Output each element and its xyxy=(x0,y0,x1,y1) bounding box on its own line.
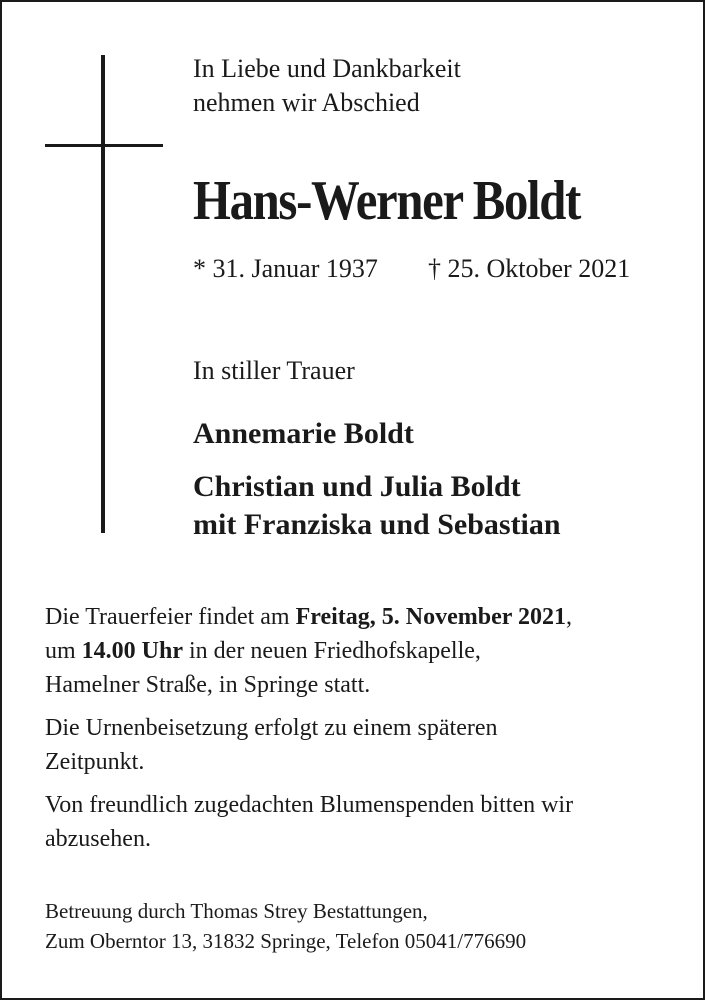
funeral-home-info xyxy=(45,896,665,956)
cross-icon-horizontal xyxy=(45,144,163,147)
intro-line-2: nehmen wir Abschied xyxy=(193,88,420,117)
ceremony-text-3: um xyxy=(45,638,82,664)
footer-line-2: Zum Oberntor 13, 31832 Springe, Telefon 05041/776690 xyxy=(45,929,527,953)
flowers-line-2: abzusehen. xyxy=(45,826,151,852)
urn-line-2: Zeitpunkt. xyxy=(45,749,145,775)
mourners-list xyxy=(193,415,561,544)
mourner-2-line-1: Christian und Julia Boldt xyxy=(193,470,521,503)
urn-line-1: Die Urnenbeisetzung erfolgt zu einem späteren xyxy=(45,715,498,741)
ceremony-text-4: in der neuen Friedhofskapelle, xyxy=(183,638,481,664)
birth-date: * 31. Januar 1937 xyxy=(193,254,378,283)
death-date: † 25. Oktober 2021 xyxy=(428,254,631,283)
ceremony-date: Freitag, 5. November 2021 xyxy=(295,604,566,630)
footer-line-1: Betreuung durch Thomas Strey Bestattungen, xyxy=(45,899,428,923)
ceremony-text-5: Hamelner Straße, in Springe statt. xyxy=(45,672,371,698)
details-text xyxy=(45,600,665,865)
mourner-2-line-2: mit Franziska und Sebastian xyxy=(193,508,561,541)
flowers-paragraph xyxy=(45,788,665,856)
intro-text xyxy=(193,52,461,120)
deceased-name: Hans-Werner Boldt xyxy=(193,170,580,232)
mourning-heading: In stiller Trauer xyxy=(193,356,355,385)
urn-paragraph xyxy=(45,711,665,779)
mourner-1: Annemarie Boldt xyxy=(193,417,414,450)
flowers-line-1: Von freundlich zugedachten Blumenspenden bitten wir xyxy=(45,792,574,818)
intro-line-1: In Liebe und Dankbarkeit xyxy=(193,54,461,83)
ceremony-text-2: , xyxy=(565,604,572,630)
ceremony-time: 14.00 Uhr xyxy=(81,638,184,664)
cross-icon-vertical xyxy=(101,55,105,533)
ceremony-paragraph xyxy=(45,600,665,702)
ceremony-text-1: Die Trauerfeier findet am xyxy=(45,604,296,630)
